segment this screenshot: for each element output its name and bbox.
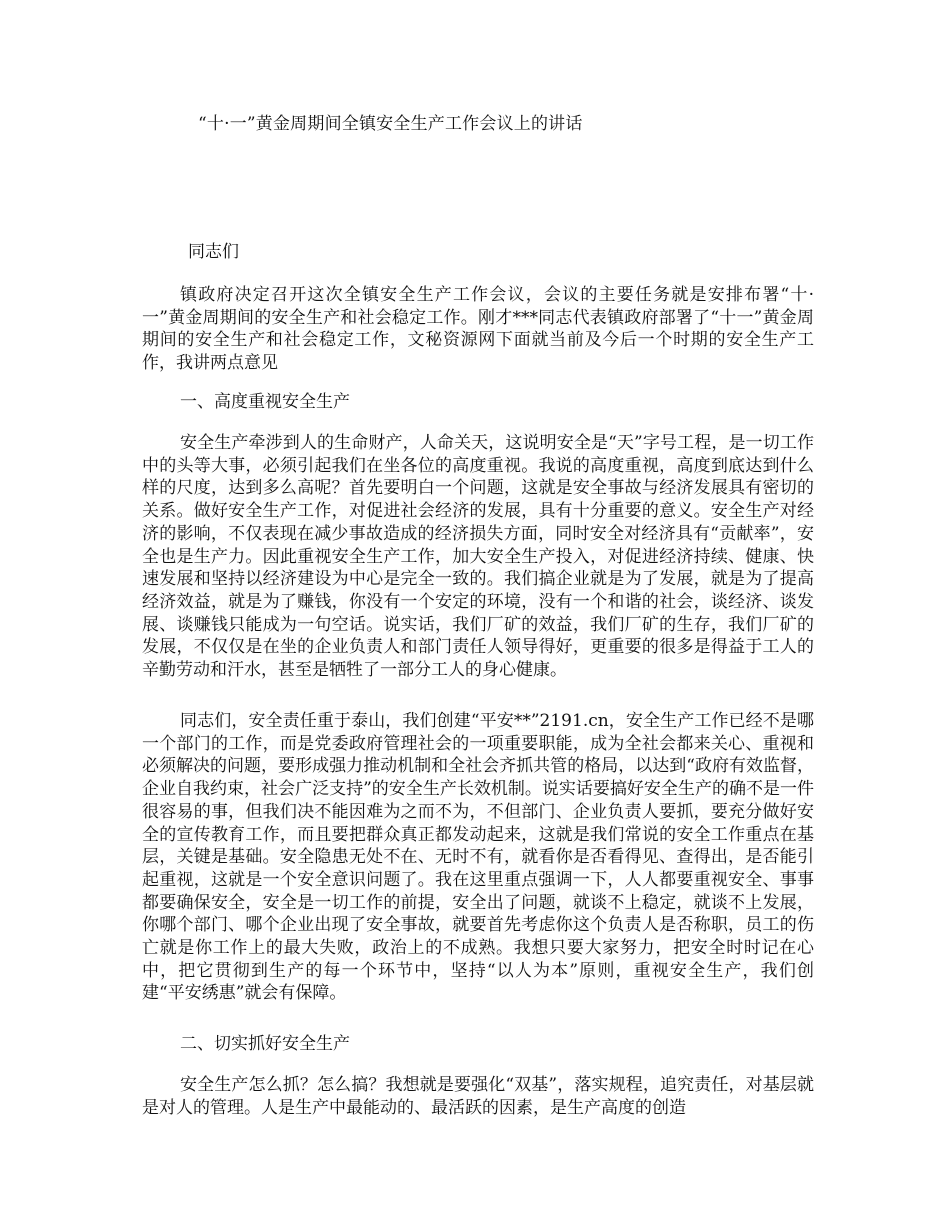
paragraph-section-1-a: 安全生产牵涉到人的生命财产，人命关天，这说明安全是“天”字号工程，是一切工作中的头等大事，必须引起我们在坐各位的高度重视。我说的高度重视，高度到底达到什么样的尺度，达到多么高呢？首先要明白一个问题，这就是安全事故与经济发展具有密切的关系。做好安全生产工作，对促进社会经济的发展，具有十分重要的意义。安全生产对经济的影响，不仅表现在减少事故造成的经济损失方面，同时安全对经济具有“贡献率”，安全也是生产力。因此重视安全生产工作，加大安全生产投入，对促进经济持续、健康、快速发展和坚持以经济建设为中心是完全一致的。我们搞企业就是为了发展，就是为了提高经济效益，就是为了赚钱，你没有一个安定的环境，没有一个和谐的社会，谈经济、谈发展、谈赚钱只能成为一句空话。说实话，我们厂矿的效益，我们厂矿的生存，我们厂矿的发展，不仅仅是在坐的企业负责人和部门责任人领导得好，更重要的很多是得益于工人的辛勤劳动和汗水，甚至是牺牲了一部分工人的身心健康。 <box>142 433 814 681</box>
section-heading-2: 二、切实抓好安全生产 <box>180 1034 350 1054</box>
paragraph-intro: 镇政府决定召开这次全镇安全生产工作会议，会议的主要任务就是安排布署“十·一”黄金周期间的安全生产和社会稳定工作。刚才***同志代表镇政府部署了“十一”黄金周期间的安全生产和社会稳定工作，文秘资源网下面就当前及今后一个时期的安全生产工作，我讲两点意见 <box>142 285 814 374</box>
greeting: 同志们 <box>188 242 239 262</box>
document-title: “十·一”黄金周期间全镇安全生产工作会议上的讲话 <box>198 114 583 134</box>
paragraph-section-2-a: 安全生产怎么抓？怎么搞？我想就是要强化“双基”，落实规程，追究责任，对基层就是对人的管理。人是生产中最能动的、最活跃的因素，是生产高度的创造 <box>142 1075 814 1118</box>
section-heading-1: 一、高度重视安全生产 <box>180 392 350 412</box>
paragraph-section-1-b: 同志们，安全责任重于泰山，我们创建“平安**”2191.cn，安全生产工作已经不是哪一个部门的工作，而是党委政府管理社会的一项重要职能，成为全社会都来关心、重视和必须解决的问题，要形成强力推动机制和全社会齐抓共管的格局，以达到“政府有效监督，企业自我约束，社会广泛支持”的安全生产长效机制。说实话要搞好安全生产的确不是一件很容易的事，但我们决不能因难为之而不为，不但部门、企业负责人要抓，要充分做好安全的宣传教育工作，而且要把群众真正都发动起来，这就是我们常说的安全工作重点在基层，关键是基础。安全隐患无处不在、无时不有，就看你是否看得见、查得出，是否能引起重视，这就是一个安全意识问题了。我在这里重点强调一下，人人都要重视安全、事事都要确保安全，安全是一切工作的前提，安全出了问题，就谈不上稳定，就谈不上发展，你哪个部门、哪个企业出现了安全事故，就要首先考虑你这个负责人是否称职，员工的伤亡就是你工作上的最大失败，政治上的不成熟。我想只要大家努力，把安全时时记在心中，把它贯彻到生产的每一个环节中，坚持“以人为本”原则，重视安全生产，我们创建“平安绣惠”就会有保障。 <box>142 711 814 1004</box>
